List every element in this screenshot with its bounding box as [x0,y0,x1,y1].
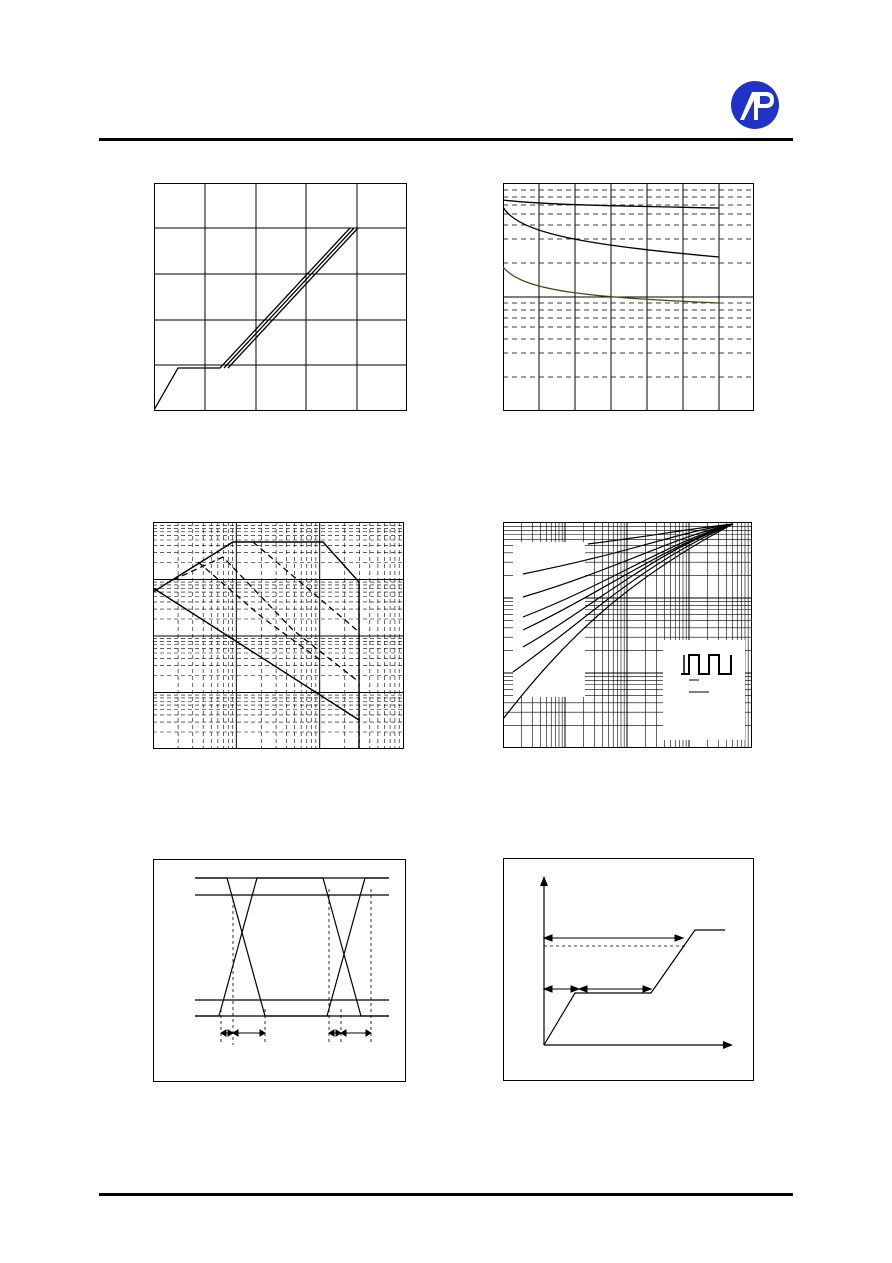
chart-safe-operating-area [153,522,404,749]
legend-box [513,542,585,697]
chart-transfer-characteristic [154,183,408,412]
footer-rule [99,1193,793,1196]
pulse-line-3 [253,542,359,632]
chart-log-y-curves [503,183,755,412]
pulse-inset [663,640,745,740]
header-rule [99,138,793,141]
dc-line [153,588,359,720]
curve-3 [228,228,358,368]
limit-line [153,542,359,749]
curve-2 [224,228,354,368]
company-logo [730,80,780,135]
diagram-gate-charge-waveform [503,858,755,1082]
chart-transient-thermal-impedance [503,522,752,748]
curve-1 [154,228,350,410]
pulse-line-2 [198,562,323,662]
diagram-switching-waveforms [153,859,407,1083]
company-logo-icon [730,80,780,130]
